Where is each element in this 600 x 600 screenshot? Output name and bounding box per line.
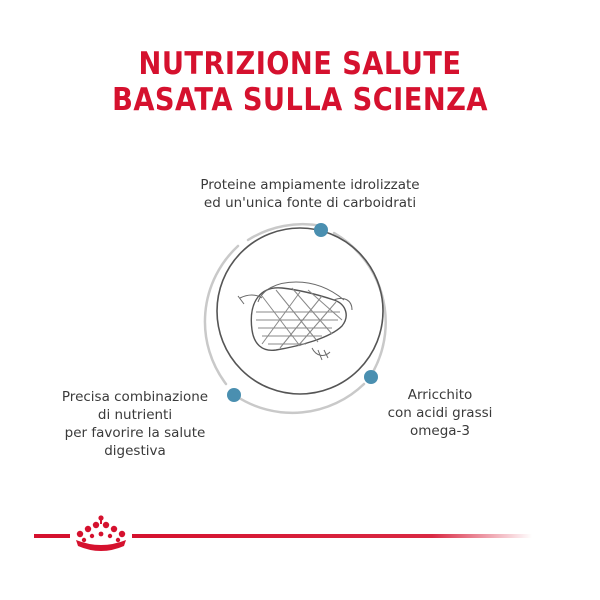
caption-line: Arricchito bbox=[407, 387, 473, 403]
title-line-1: NUTRIZIONE SALUTE bbox=[138, 46, 462, 82]
stomach-sketch-icon bbox=[238, 282, 352, 360]
ring-arc-left bbox=[205, 246, 238, 384]
benefit-dot-right bbox=[364, 370, 378, 384]
caption-line: omega-3 bbox=[409, 423, 471, 439]
footer-line-right bbox=[132, 534, 532, 538]
ring-arc-top bbox=[248, 224, 322, 240]
benefit-caption-top bbox=[150, 176, 470, 212]
footer-line-left bbox=[34, 534, 70, 538]
benefit-caption-right bbox=[380, 386, 500, 440]
caption-line: Proteine ampiamente idrolizzate bbox=[200, 177, 420, 193]
caption-line: per favorire la salute bbox=[64, 425, 206, 441]
ring-arc-bottom bbox=[236, 384, 364, 413]
caption-line: di nutrienti bbox=[97, 407, 173, 423]
royal-canin-crown-icon bbox=[76, 515, 126, 551]
benefit-dot-top bbox=[314, 223, 328, 237]
benefit-caption-left bbox=[40, 388, 230, 460]
footer-brand-bar bbox=[0, 510, 600, 560]
caption-line: digestiva bbox=[104, 443, 166, 459]
title-line-2: BASATA SULLA SCIENZA bbox=[112, 82, 488, 118]
caption-line: con acidi grassi bbox=[387, 405, 493, 421]
caption-line: Precisa combinazione bbox=[61, 389, 209, 405]
caption-line: ed un'unica fonte di carboidrati bbox=[203, 195, 417, 211]
